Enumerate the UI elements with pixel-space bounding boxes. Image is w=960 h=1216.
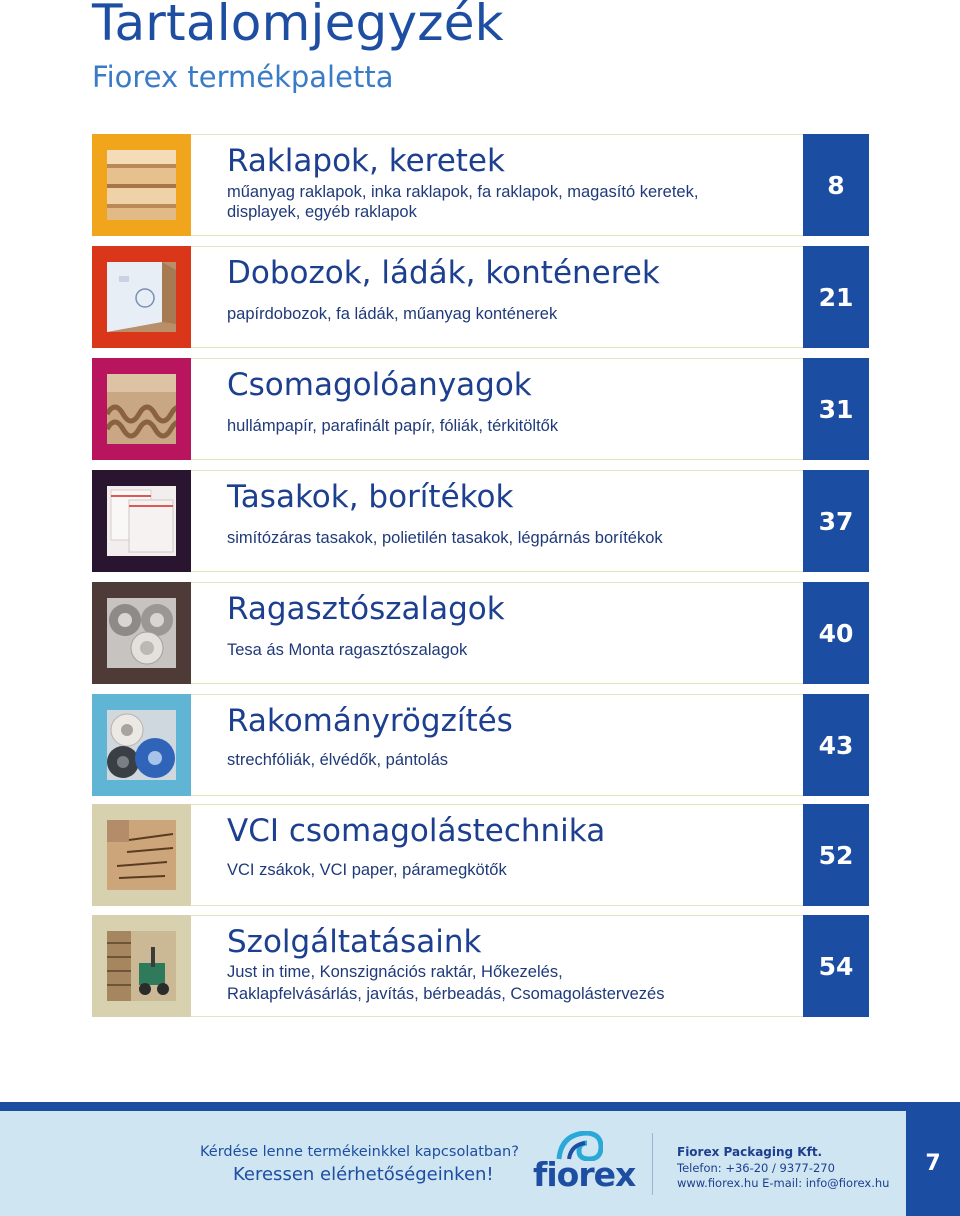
toc-row-dobozok[interactable] (92, 246, 869, 348)
page-number: 52 (803, 804, 869, 906)
toc-row-raklapok[interactable] (92, 134, 869, 236)
vci-paper-image (107, 820, 176, 890)
page-number: 43 (803, 694, 869, 796)
category-color-bar (92, 694, 191, 796)
page-number-box: 7 (906, 1111, 960, 1216)
section-description-line-1: Just in time, Konszignációs raktár, Hőkezelés, (227, 963, 563, 981)
section-description-line-2: displayek, egyéb raklapok (227, 203, 417, 221)
stretch-film-image (107, 710, 176, 780)
section-description-line-1: strechfóliák, élvédők, pántolás (227, 751, 449, 769)
page-number: 54 (803, 915, 869, 1017)
toc-row-body (191, 134, 803, 236)
section-title: Csomagolóanyagok (227, 367, 532, 403)
logo-text: fiorex (533, 1155, 636, 1194)
category-color-bar (92, 582, 191, 684)
toc-row-csomagoloanyagok[interactable] (92, 358, 869, 460)
category-color-bar (92, 246, 191, 348)
section-title: Raklapok, keretek (227, 143, 505, 179)
category-color-bar (92, 470, 191, 572)
category-color-bar (92, 915, 191, 1017)
section-description-line-1: Tesa ás Monta ragasztószalagok (227, 641, 468, 659)
tape-rolls-image (107, 598, 176, 668)
company-web-email: www.fiorex.hu E-mail: info@fiorex.hu (677, 1176, 890, 1190)
page-subtitle: Fiorex termékpaletta (92, 60, 394, 94)
plastic-bags-image (107, 486, 176, 556)
section-description-line-1: hullámpapír, parafinált papír, fóliák, térkitöltők (227, 417, 559, 435)
section-description-line-2: Raklapfelvásárlás, javítás, bérbeadás, Csomagolástervezés (227, 985, 665, 1003)
toc-row-body (191, 246, 803, 348)
category-color-bar (92, 804, 191, 906)
page-number: 8 (803, 134, 869, 236)
page-number: 21 (803, 246, 869, 348)
footer-question: Kérdése lenne termékeinkkel kapcsolatban? (200, 1144, 519, 1160)
category-color-bar (92, 358, 191, 460)
section-title: Rakományrögzítés (227, 703, 513, 739)
page-number: 40 (803, 582, 869, 684)
toc-row-body (191, 804, 803, 906)
toc-row-vci[interactable] (92, 804, 869, 906)
section-title: Szolgáltatásaink (227, 924, 482, 960)
company-name: Fiorex Packaging Kft. (677, 1145, 823, 1159)
toc-row-body (191, 915, 803, 1017)
cardboard-box-image (107, 262, 176, 332)
corrugated-paper-image (107, 374, 176, 444)
toc-row-ragasztoszalagok[interactable] (92, 582, 869, 684)
forklift-pallets-image (107, 931, 176, 1001)
section-title: Tasakok, borítékok (227, 479, 514, 515)
page-number: 37 (803, 470, 869, 572)
section-title: Dobozok, ládák, konténerek (227, 255, 660, 291)
toc-row-body (191, 694, 803, 796)
toc-row-body (191, 358, 803, 460)
section-title: VCI csomagolástechnika (227, 813, 606, 849)
page-number: 31 (803, 358, 869, 460)
section-description-line-1: VCI zsákok, VCI paper, páramegkötők (227, 861, 507, 879)
toc-row-szolgaltatasaink[interactable] (92, 915, 869, 1017)
footer-divider-bar (0, 1102, 960, 1111)
category-color-bar (92, 134, 191, 236)
pallet-wood-image (107, 150, 176, 220)
fiorex-logo (533, 1131, 636, 1194)
page-title: Tartalomjegyzék (92, 0, 504, 52)
section-description-line-1: műanyag raklapok, inka raklapok, fa raklapok, magasító keretek, (227, 183, 699, 201)
footer (0, 1111, 960, 1216)
toc-row-body (191, 582, 803, 684)
toc-row-rakomanyrogzites[interactable] (92, 694, 869, 796)
footer-cta: Keressen elérhetőségeinken! (233, 1164, 494, 1185)
toc-row-tasakok[interactable] (92, 470, 869, 572)
toc-row-body (191, 470, 803, 572)
company-phone: Telefon: +36-20 / 9377-270 (677, 1161, 835, 1175)
footer-divider (652, 1133, 653, 1195)
section-title: Ragasztószalagok (227, 591, 505, 627)
section-description-line-1: simítózáras tasakok, polietilén tasakok, légpárnás borítékok (227, 529, 663, 547)
section-description-line-1: papírdobozok, fa ládák, műanyag konténerek (227, 305, 558, 323)
